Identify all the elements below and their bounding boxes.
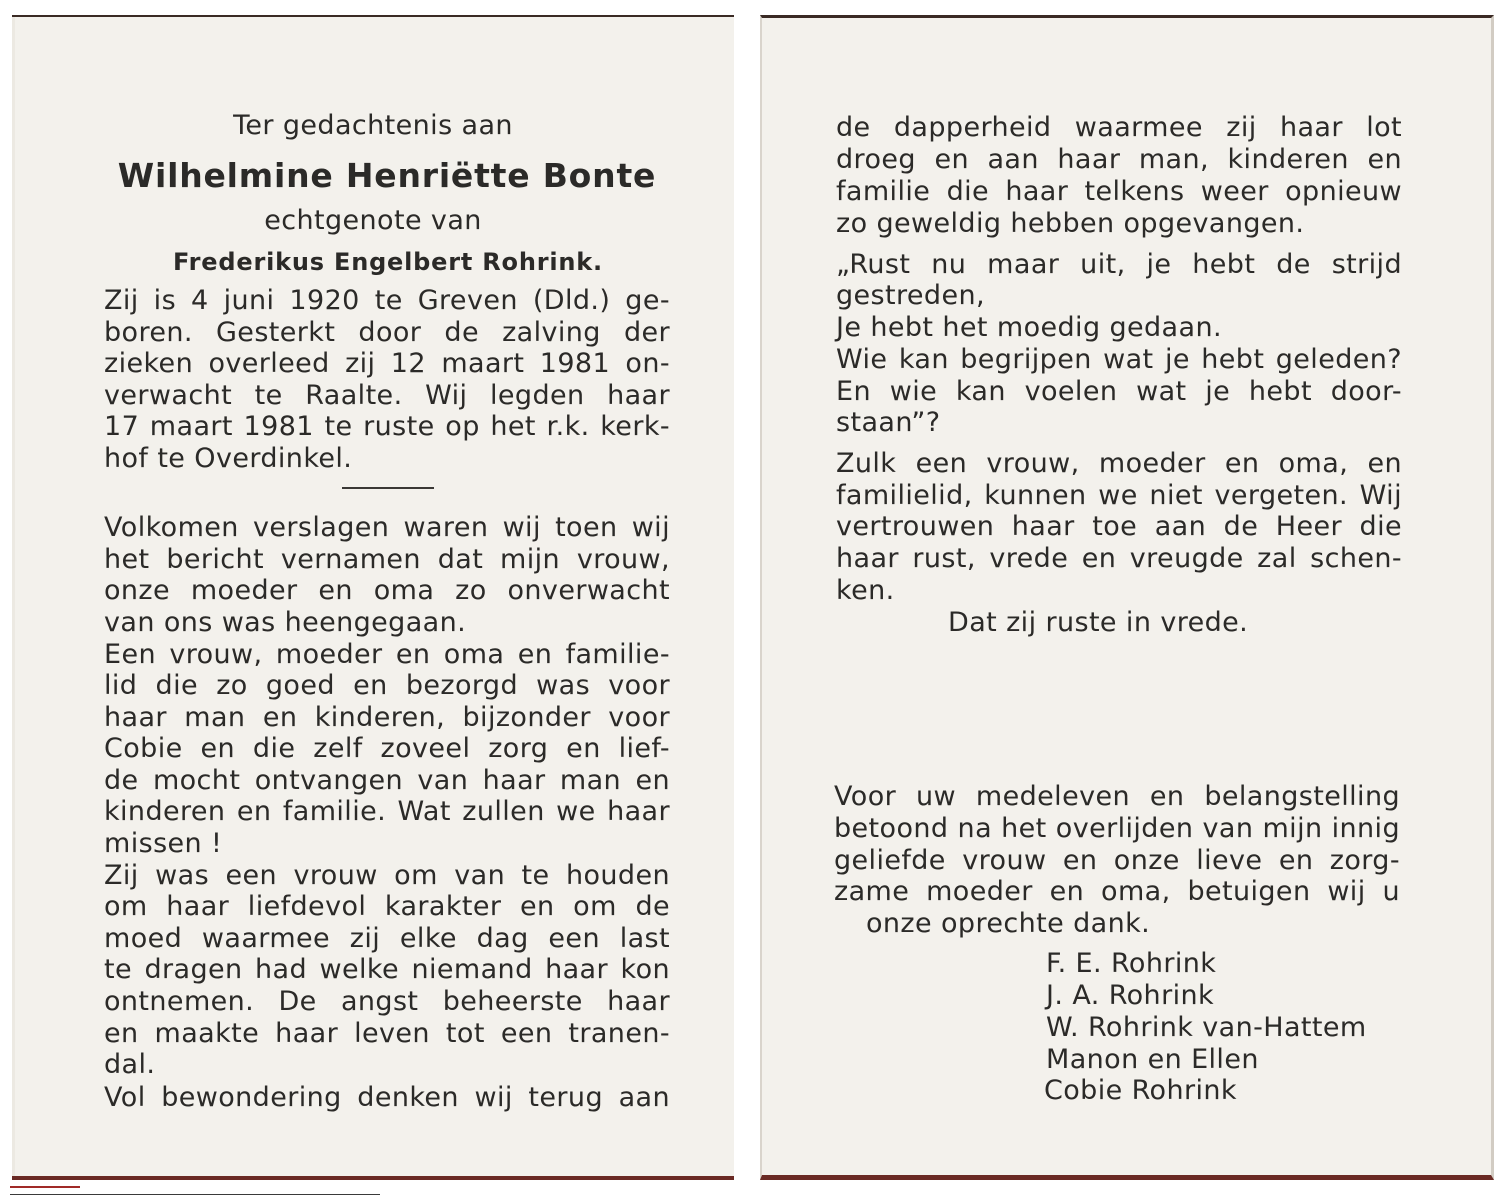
relation-text: echtgenote van <box>264 205 482 236</box>
body-line: Zij was een vrouw om van te houden <box>104 860 670 891</box>
body-line: de mocht ontvangen van haar man en <box>104 765 670 796</box>
closing-line: Zulk een vrouw, moeder en oma, en <box>836 448 1402 479</box>
bio-line: 17 maart 1981 te ruste op het r.k. kerk- <box>104 411 670 442</box>
body-line: van ons was heengegaan. <box>104 607 467 638</box>
memorial-heading: Ter gedachtenis aan <box>233 110 513 141</box>
thanks-line: Voor uw medeleven en belangstelling <box>834 781 1400 812</box>
body-line: dal. <box>104 1049 156 1080</box>
poem-line: En wie kan voelen wat je hebt door- <box>836 376 1402 407</box>
body-line: lid die zo goed en bezorgd was voor <box>104 670 670 701</box>
body-line: en maakte haar leven tot een tranen- <box>104 1018 670 1049</box>
closing-line: haar rust, vrede en vreugde zal schen- <box>836 543 1402 574</box>
signatory: W. Rohrink van-Hattem <box>1046 1012 1367 1043</box>
body-line: Volkomen verslagen waren wij toen wij <box>104 512 670 543</box>
bio-line: Zij is 4 juni 1920 te Greven (Dld.) ge- <box>104 285 670 316</box>
body-line: om haar liefdevol karakter en om de <box>104 891 670 922</box>
poem-line: Je hebt het moedig gedaan. <box>836 312 1222 343</box>
closing-line: vertrouwen haar toe aan de Heer die <box>836 511 1402 542</box>
continuation-line: zo geweldig hebben opgevangen. <box>836 208 1305 239</box>
thanks-line: zame moeder en oma, betuigen wij u <box>834 876 1400 907</box>
closing-line: ken. <box>836 575 895 606</box>
blessing-text: Dat zij ruste in vrede. <box>948 607 1249 638</box>
signatory: Manon en Ellen <box>1046 1044 1259 1075</box>
bio-line: hof te Overdinkel. <box>104 443 353 474</box>
poem-line: „Rust nu maar uit, je hebt de strijd <box>836 249 1402 280</box>
thanks-line: onze oprechte dank. <box>866 908 1151 939</box>
body-line: Cobie en die zelf zoveel zorg en lief- <box>104 733 670 764</box>
signatory: F. E. Rohrink <box>1046 948 1217 979</box>
bio-line: boren. Gesterkt door de zalving der <box>104 317 670 348</box>
body-line: haar man en kinderen, bijzonder voor <box>104 702 670 733</box>
signatory: J. A. Rohrink <box>1046 980 1215 1011</box>
body-line: Vol bewondering denken wij terug aan <box>104 1082 670 1113</box>
scan-edge-line <box>10 1194 380 1195</box>
poem-line: Wie kan begrijpen wat je hebt geleden? <box>836 344 1402 375</box>
bio-line: zieken overleed zij 12 maart 1981 on- <box>104 348 670 379</box>
body-line: missen ! <box>104 828 223 859</box>
closing-line: familielid, kunnen we niet vergeten. Wij <box>836 480 1402 511</box>
poem-line: gestreden, <box>836 280 985 311</box>
body-line: Een vrouw, moeder en oma en familie- <box>104 639 670 670</box>
spouse-name: Frederikus Engelbert Rohrink. <box>173 248 603 276</box>
body-line: te dragen had welke niemand haar kon <box>104 954 670 985</box>
body-line: ontnemen. De angst beheerste haar <box>104 986 670 1017</box>
bio-line: verwacht te Raalte. Wij legden haar <box>104 380 670 411</box>
thanks-line: betoond na het overlijden van mijn innig <box>834 813 1400 844</box>
section-divider <box>342 487 434 489</box>
continuation-line: de dapperheid waarmee zij haar lot <box>836 112 1402 143</box>
continuation-line: droeg en aan haar man, kinderen en <box>836 144 1402 175</box>
body-line: moed waarmee zij elke dag een last <box>104 923 670 954</box>
body-line: onze moeder en oma zo onverwacht <box>104 575 670 606</box>
body-line: het bericht vernamen dat mijn vrouw, <box>104 544 670 575</box>
body-line: kinderen en familie. Wat zullen we haar <box>104 796 670 827</box>
continuation-line: familie die haar telkens weer opnieuw <box>836 176 1402 207</box>
poem-line: staan”? <box>836 407 941 438</box>
scan-edge-strip <box>10 1186 80 1188</box>
deceased-name: Wilhelmine Henriëtte Bonte <box>117 156 657 195</box>
thanks-line: geliefde vrouw en onze lieve en zorg- <box>834 845 1400 876</box>
signatory: Cobie Rohrink <box>1044 1075 1237 1106</box>
